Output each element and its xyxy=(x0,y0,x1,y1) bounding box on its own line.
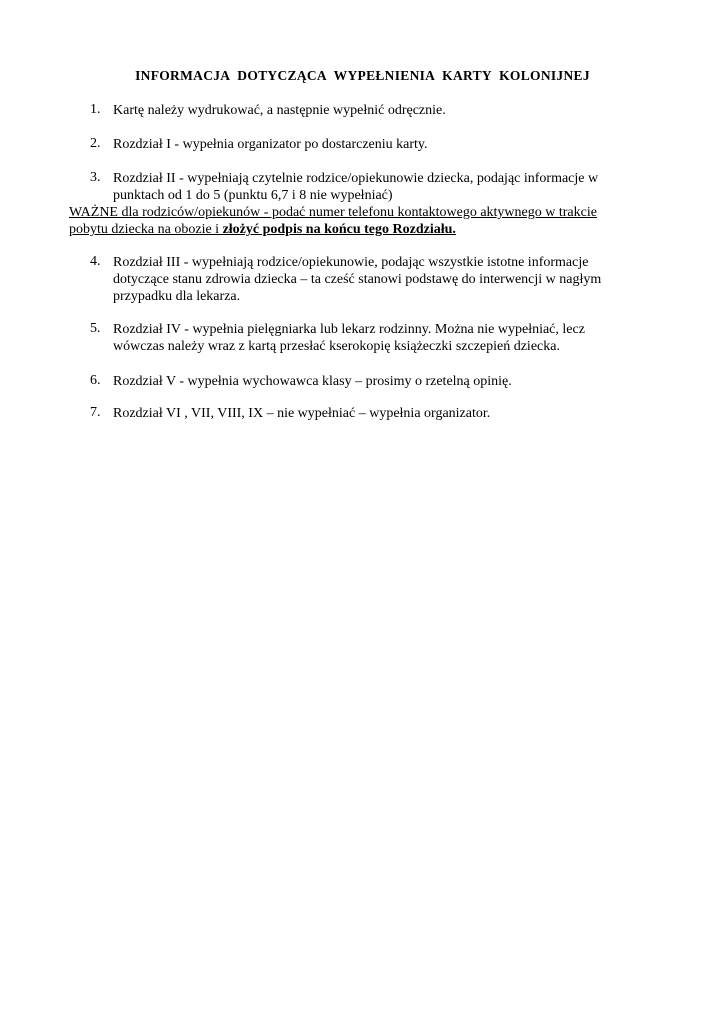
list-item-number: 4. xyxy=(90,254,101,269)
list-item-text: Rozdział VI , VII, VIII, IX – nie wypełniać – wypełnia organizator. xyxy=(113,406,491,421)
list-item-number: 1. xyxy=(90,102,101,117)
list-item-text: Rozdział V - wypełnia wychowawca klasy – prosimy o rzetelną opinię. xyxy=(113,374,512,389)
list-item-text-line-2: dotyczące stanu zdrowia dziecka – ta cześć stanowi podstawę do interwencji w nagłym xyxy=(113,272,602,287)
list-item-number: 3. xyxy=(90,170,101,185)
important-note-bold: złożyć podpis na końcu tego Rozdziału. xyxy=(222,222,456,237)
list-item-text-line-2: wówczas należy wraz z kartą przesłać kserokopię książeczki szczepień dziecka. xyxy=(113,339,560,354)
list-item-number: 2. xyxy=(90,136,101,151)
list-item-text: Rozdział I - wypełnia organizator po dostarczeniu karty. xyxy=(113,137,428,152)
list-item-number: 6. xyxy=(90,373,101,388)
list-item-text-line-2: punktach od 1 do 5 (punktu 6,7 i 8 nie wypełniać) xyxy=(113,188,393,203)
list-item-text-line-1: Rozdział III - wypełniają rodzice/opiekunowie, podając wszystkie istotne informacje xyxy=(113,255,589,270)
list-item-number: 5. xyxy=(90,321,101,336)
important-note-plain: pobytu dziecka na obozie i xyxy=(69,222,223,237)
list-item-text-line-1: Rozdział II - wypełniają czytelnie rodzice/opiekunowie dziecka, podając informacje w xyxy=(113,171,599,186)
list-item-number: 7. xyxy=(90,405,101,420)
list-item-text-line-3: przypadku dla lekarza. xyxy=(113,289,241,304)
important-note-line-2 xyxy=(69,221,629,240)
document-title: INFORMACJA DOTYCZĄCA WYPEŁNIENIA KARTY KOLONIJNEJ xyxy=(135,68,590,83)
important-note-line-1: WAŻNE dla rodziców/opiekunów - podać numer telefonu kontaktowego aktywnego w trakcie xyxy=(69,205,597,220)
list-item-text: Kartę należy wydrukować, a następnie wypełnić odręcznie. xyxy=(113,103,446,118)
list-item-text-line-1: Rozdział IV - wypełnia pielęgniarka lub lekarz rodzinny. Można nie wypełniać, lecz xyxy=(113,322,585,337)
